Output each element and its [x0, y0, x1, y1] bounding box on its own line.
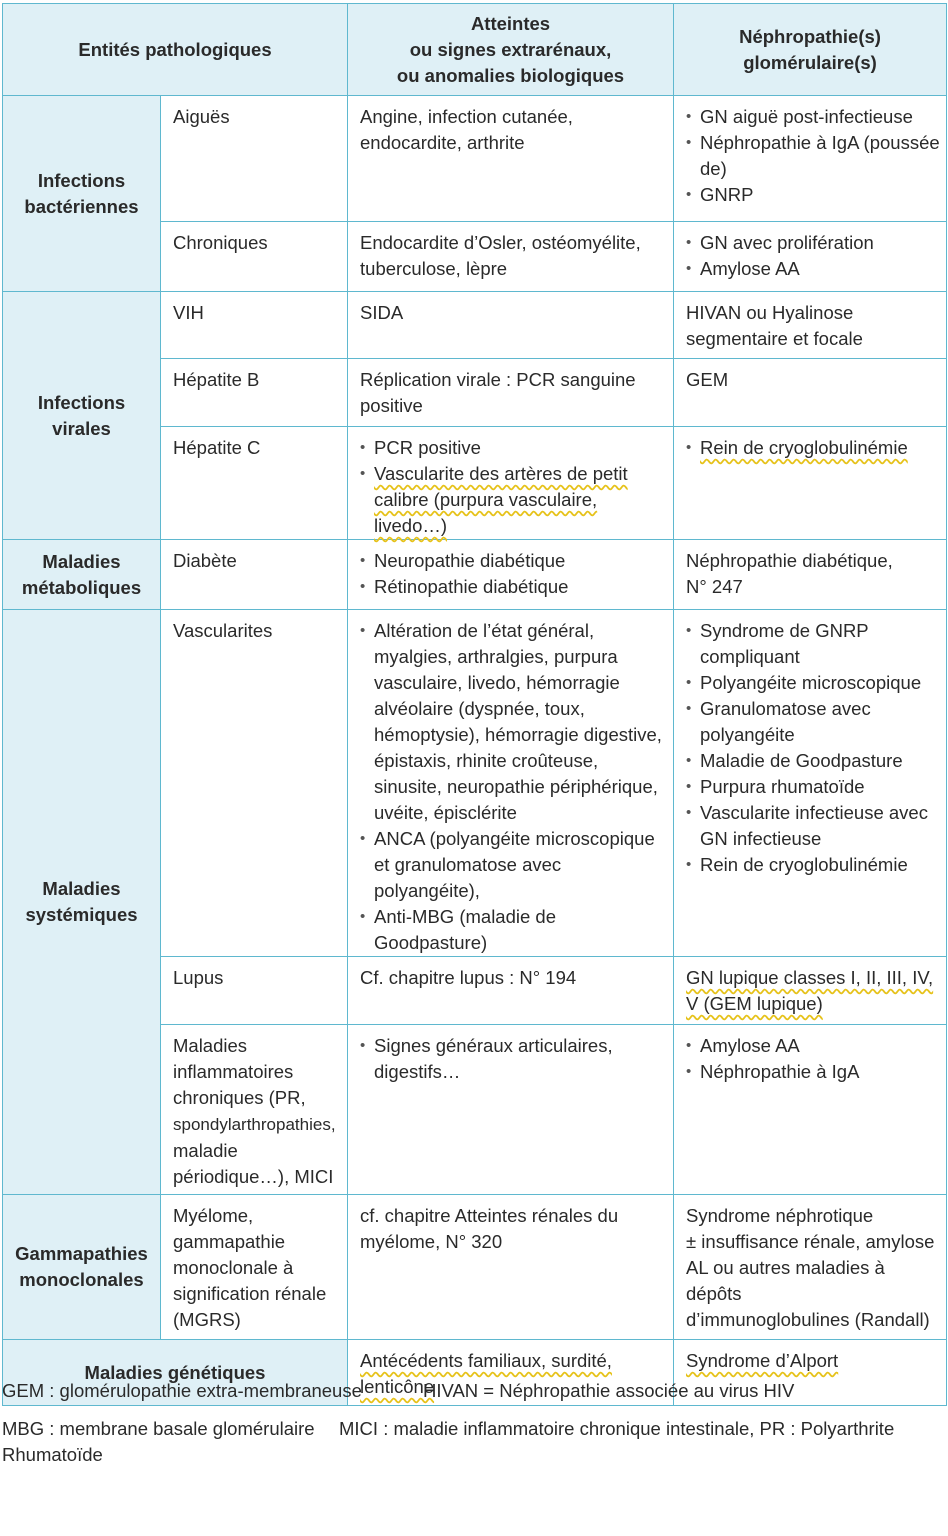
group-infections-virales — [3, 292, 161, 540]
nephro-item: • Amylose AA — [686, 256, 942, 282]
signs-item: • PCR positive — [360, 435, 669, 461]
nephro-line: AL ou autres maladies à dépôts — [686, 1257, 885, 1304]
signs-line: endocardite, arthrite — [360, 132, 525, 153]
group-gammapathies — [3, 1195, 161, 1340]
header-nephro-line2: glomérulaire(s) — [743, 51, 877, 73]
group-label-line: virales — [52, 417, 111, 439]
signs-line: cf. chapitre Atteintes rénales du — [360, 1205, 619, 1226]
nephro-item: • Vascularite infectieuse avec GN infectieuse — [686, 800, 942, 852]
group-label-line: Maladies — [42, 878, 121, 899]
nephro-line: Syndrome d’Alport — [686, 1350, 839, 1371]
entity-mici — [161, 1025, 348, 1195]
group-label-line: Infections — [37, 391, 126, 413]
nephro-mici — [674, 1025, 947, 1195]
group-label-line: bactériennes — [24, 195, 139, 217]
pathology-table — [2, 3, 947, 1406]
signs-line: positive — [360, 395, 423, 416]
entity-line: (MGRS) — [173, 1309, 241, 1330]
nephro-line: V (GEM lupique) — [686, 993, 823, 1014]
header-signs — [348, 4, 674, 96]
signs-line: tuberculose, lèpre — [360, 258, 508, 279]
nephro-line: Syndrome néphrotique — [686, 1205, 874, 1226]
entity-label: VIH — [173, 302, 204, 323]
signs-hepatite-b — [348, 359, 674, 427]
group-maladies-systemiques — [3, 610, 161, 1195]
group-label-line: Gammapathies — [15, 1243, 148, 1264]
group-label-line: monoclonales — [19, 1269, 144, 1290]
entity-aigues — [161, 96, 348, 222]
signs-lupus — [348, 957, 674, 1025]
entity-line: maladie — [173, 1140, 238, 1161]
nephro-item: • Rein de cryoglobulinémie — [686, 435, 942, 461]
entity-hepatite-b — [161, 359, 348, 427]
signs-line: Endocardite d’Osler, ostéomyélite, — [360, 232, 641, 253]
nephro-item: • Polyangéite microscopique — [686, 670, 942, 696]
entity-line: périodique…), MICI — [173, 1166, 334, 1187]
entity-diabete — [161, 540, 348, 610]
nephro-myelome — [674, 1195, 947, 1340]
signs-aigues — [348, 96, 674, 222]
nephro-aigues — [674, 96, 947, 222]
group-label-line: Maladies — [42, 550, 121, 572]
signs-line: Réplication virale : PCR sanguine — [360, 369, 636, 390]
header-signs-line2: ou signes extrarénaux, — [409, 38, 612, 60]
group-infections-bacteriennes — [3, 96, 161, 292]
signs-item: • Signes généraux articulaires, digestifs… — [360, 1033, 669, 1085]
entity-label: Chroniques — [173, 232, 268, 253]
signs-item: • ANCA (polyangéite microscopique et granulomatose avec polyangéite), — [360, 826, 669, 904]
header-nephropathy — [674, 4, 947, 96]
footnote-gem: GEM : glomérulopathie extra-membraneuse — [2, 1380, 362, 1401]
entity-label: Lupus — [173, 967, 224, 988]
nephro-line: Néphropathie diabétique, — [686, 550, 893, 571]
signs-line: Angine, infection cutanée, — [360, 106, 573, 127]
signs-item: • Rétinopathie diabétique — [360, 574, 669, 600]
entity-line: monoclonale à — [173, 1257, 294, 1278]
nephro-item: • Rein de cryoglobulinémie — [686, 852, 942, 878]
header-signs-line3: ou anomalies biologiques — [396, 64, 625, 86]
header-signs-line1: Atteintes — [470, 12, 551, 34]
nephro-item: • Granulomatose avec polyangéite — [686, 696, 942, 748]
group-label-line: métaboliques — [21, 576, 142, 598]
nephro-item: • Maladie de Goodpasture — [686, 748, 942, 774]
entity-chroniques — [161, 222, 348, 292]
signs-item: • Altération de l’état général, myalgies, arthralgies, purpura vasculaire, livedo, hémorragie alvéolaire (dyspnée, toux, hémoptysie), hémorragie digestive, épistaxis, rhinite croûteuse, sinusite, neuropathie périphérique, uvéite, épisclérite — [360, 618, 669, 826]
footnote-mbg: MBG : membrane basale glomérulaire — [2, 1418, 315, 1439]
entity-label: Diabète — [173, 550, 237, 571]
nephro-item: • GN avec prolifération — [686, 230, 942, 256]
group-maladies-metaboliques — [3, 540, 161, 610]
signs-line: Cf. chapitre lupus : N° 194 — [360, 967, 577, 988]
nephro-item: • GN aiguë post-infectieuse — [686, 104, 942, 130]
entity-label: Vascularites — [173, 620, 273, 641]
signs-line: SIDA — [360, 302, 404, 323]
nephro-lupus — [674, 957, 947, 1025]
nephro-line: GN lupique classes I, II, III, IV, — [686, 967, 934, 988]
signs-line: myélome, N° 320 — [360, 1231, 503, 1252]
nephro-line: GEM — [686, 369, 729, 390]
entity-vih — [161, 292, 348, 359]
signs-line: lenticône — [360, 1376, 435, 1397]
entity-line: inflammatoires — [173, 1061, 294, 1082]
entity-line: Myélome, — [173, 1205, 254, 1226]
nephro-hepatite-c — [674, 427, 947, 540]
group-label-line: Infections — [37, 169, 126, 191]
group-label-line: Maladies génétiques — [84, 1361, 266, 1383]
nephro-line: HIVAN ou Hyalinose — [686, 302, 854, 323]
nephro-item: • Néphropathie à IgA (poussée de) — [686, 130, 942, 182]
entity-label: Hépatite C — [173, 437, 261, 458]
footnote-hivan: HIVAN = Néphropathie associée au virus HIV — [423, 1380, 795, 1401]
nephro-item: • GNRP — [686, 182, 942, 208]
header-entities-label: Entités pathologiques — [78, 38, 272, 60]
nephro-diabete — [674, 540, 947, 610]
signs-item: • Neuropathie diabétique — [360, 548, 669, 574]
footnote-mici: MICI : maladie inflammatoire chronique intestinale, PR : Polyarthrite — [339, 1418, 895, 1439]
signs-vih — [348, 292, 674, 359]
signs-item: • Anti-MBG (maladie de Goodpasture) — [360, 904, 669, 956]
signs-myelome — [348, 1195, 674, 1340]
entity-line: spondylarthropathies, — [173, 1115, 336, 1134]
nephro-item: • Syndrome de GNRP compliquant — [686, 618, 942, 670]
signs-chroniques — [348, 222, 674, 292]
entity-line: signification rénale — [173, 1283, 327, 1304]
signs-line: Antécédents familiaux, surdité, — [360, 1350, 612, 1371]
nephro-line: d’immunoglobulines (Randall) — [686, 1309, 930, 1330]
header-nephro-line1: Néphropathie(s) — [739, 25, 881, 47]
nephro-chroniques — [674, 222, 947, 292]
signs-diabete — [348, 540, 674, 610]
signs-mici — [348, 1025, 674, 1195]
nephro-item: • Purpura rhumatoïde — [686, 774, 942, 800]
header-entities — [3, 4, 348, 96]
group-label-line: systémiques — [25, 904, 138, 925]
signs-hepatite-c — [348, 427, 674, 540]
entity-vascularites — [161, 610, 348, 957]
nephro-item: • Amylose AA — [686, 1033, 942, 1059]
entity-label: Hépatite B — [173, 369, 260, 390]
nephro-hepatite-b — [674, 359, 947, 427]
footnote-mici-continued: Rhumatoïde — [2, 1444, 103, 1465]
entity-myelome — [161, 1195, 348, 1340]
nephro-line: N° 247 — [686, 576, 743, 597]
nephro-item: • Néphropathie à IgA — [686, 1059, 942, 1085]
entity-label: Aiguës — [173, 106, 230, 127]
nephro-line: segmentaire et focale — [686, 328, 863, 349]
nephro-line: ± insuffisance rénale, amylose — [686, 1231, 935, 1252]
signs-item: • Vascularite des artères de petit calibre (purpura vasculaire, livedo…) — [360, 461, 669, 539]
nephro-vih — [674, 292, 947, 359]
signs-vascularites — [348, 610, 674, 957]
entity-line: chroniques (PR, — [173, 1087, 306, 1108]
entity-hepatite-c — [161, 427, 348, 540]
entity-line: gammapathie — [173, 1231, 286, 1252]
entity-lupus — [161, 957, 348, 1025]
nephro-vascularites — [674, 610, 947, 957]
entity-line: Maladies — [173, 1035, 248, 1056]
